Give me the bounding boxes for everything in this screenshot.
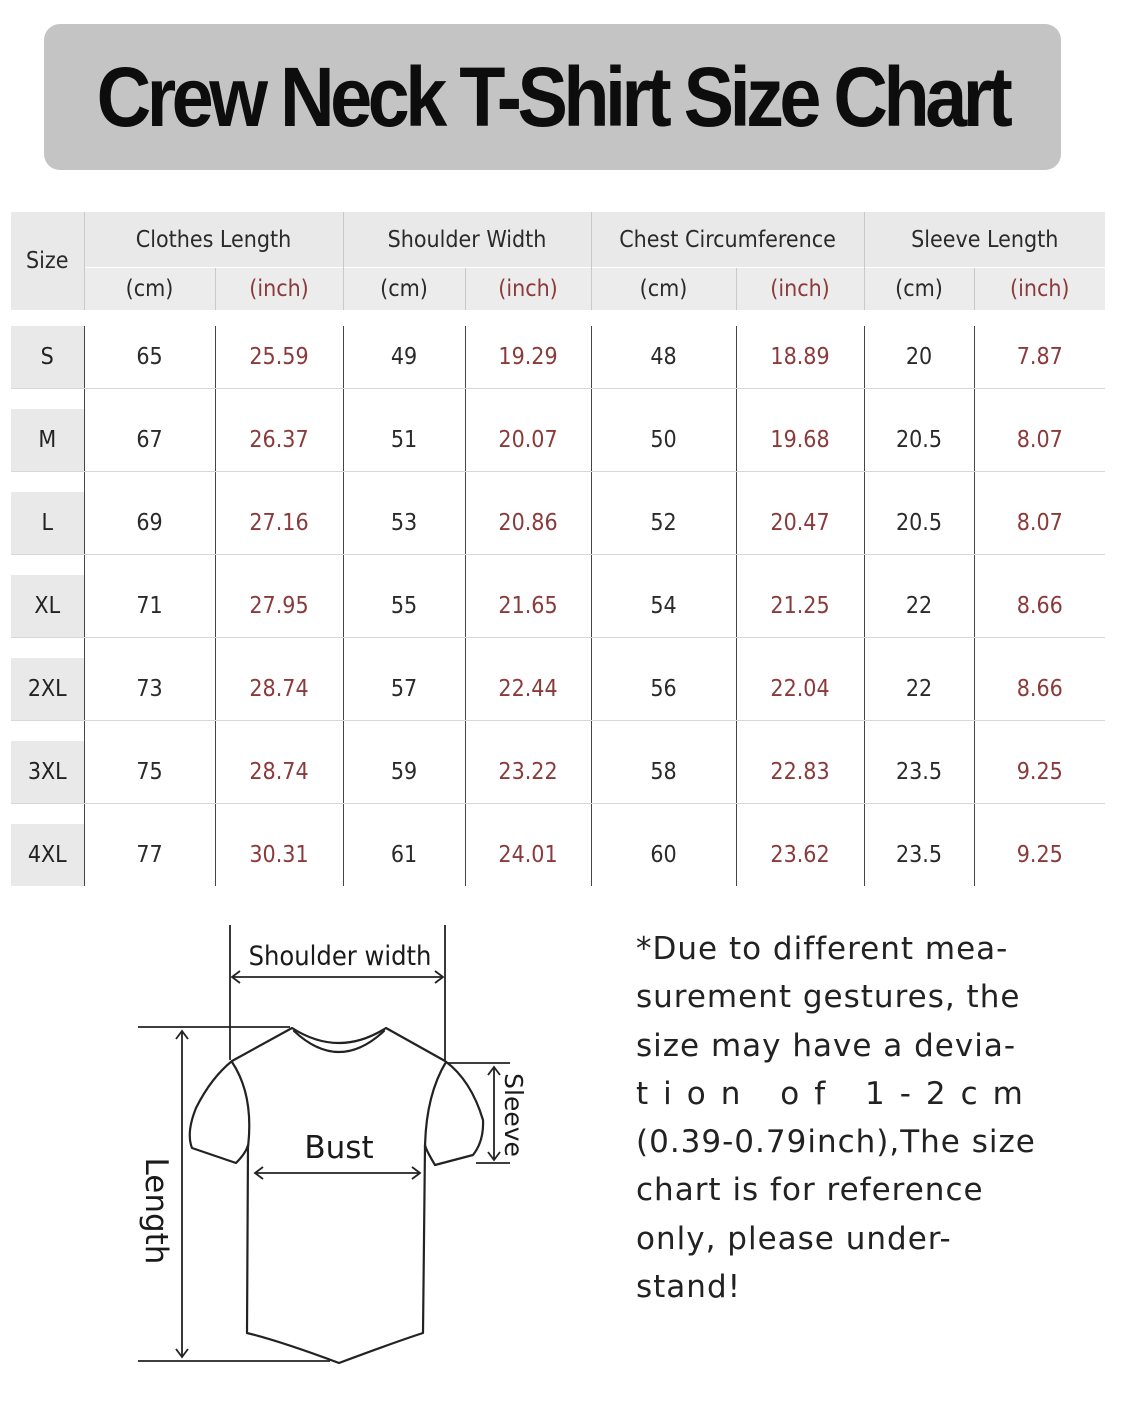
row-spacer xyxy=(11,638,1105,659)
spacer-cell xyxy=(215,638,343,659)
spacer-cell xyxy=(215,804,343,825)
spacer-cell xyxy=(864,638,974,659)
inch-value-cell: 19.68 xyxy=(736,409,864,472)
tshirt-outline xyxy=(190,1028,483,1363)
length-label: Length xyxy=(138,1157,174,1265)
inch-value-cell: 26.37 xyxy=(215,409,343,472)
cm-value-cell: 56 xyxy=(591,658,736,721)
table-row xyxy=(11,741,1105,804)
size-cell: M xyxy=(11,409,84,472)
spacer-cell xyxy=(736,804,864,825)
cm-value-cell: 22 xyxy=(864,575,974,638)
row-spacer xyxy=(11,555,1105,576)
cm-value-cell: 54 xyxy=(591,575,736,638)
spacer-cell xyxy=(864,555,974,576)
spacer-cell xyxy=(736,721,864,742)
tshirt-collar xyxy=(294,1031,384,1052)
unit-header-row xyxy=(11,268,1105,311)
cm-value-cell: 53 xyxy=(343,492,465,555)
cm-value-cell: 65 xyxy=(84,326,215,389)
spacer-cell xyxy=(736,555,864,576)
cm-value-cell: 77 xyxy=(84,824,215,886)
spacer-cell xyxy=(84,721,215,742)
inch-value-cell: 20.47 xyxy=(736,492,864,555)
title-banner xyxy=(44,24,1061,170)
inch-value-cell: 22.83 xyxy=(736,741,864,804)
size-cell: S xyxy=(11,326,84,389)
inch-value-cell: 28.74 xyxy=(215,741,343,804)
cm-value-cell: 52 xyxy=(591,492,736,555)
unit-inch: (inch) xyxy=(215,268,343,311)
spacer-cell xyxy=(974,472,1105,493)
table-row xyxy=(11,658,1105,721)
inch-value-cell: 23.62 xyxy=(736,824,864,886)
unit-inch: (inch) xyxy=(736,268,864,311)
size-cell: L xyxy=(11,492,84,555)
spacer-cell xyxy=(84,555,215,576)
cm-value-cell: 20.5 xyxy=(864,492,974,555)
page-title: Crew Neck T-Shirt Size Chart xyxy=(96,49,1009,144)
spacer-cell xyxy=(974,721,1105,742)
sleeve-label: Sleeve xyxy=(499,1073,528,1157)
spacer-cell xyxy=(84,638,215,659)
spacer-cell xyxy=(11,721,84,742)
row-spacer xyxy=(11,721,1105,742)
spacer-cell xyxy=(343,389,465,410)
inch-value-cell: 27.16 xyxy=(215,492,343,555)
inch-value-cell: 25.59 xyxy=(215,326,343,389)
inch-value-cell: 7.87 xyxy=(974,326,1105,389)
inch-value-cell: 23.22 xyxy=(465,741,591,804)
inch-value-cell: 27.95 xyxy=(215,575,343,638)
cm-value-cell: 23.5 xyxy=(864,741,974,804)
unit-cm: (cm) xyxy=(84,268,215,311)
size-cell: 2XL xyxy=(11,658,84,721)
spacer-cell xyxy=(591,638,736,659)
cm-value-cell: 58 xyxy=(591,741,736,804)
inch-value-cell: 21.65 xyxy=(465,575,591,638)
inch-value-cell: 21.25 xyxy=(736,575,864,638)
cm-value-cell: 57 xyxy=(343,658,465,721)
cm-value-cell: 59 xyxy=(343,741,465,804)
header-spacer xyxy=(11,310,1105,326)
spacer-cell xyxy=(864,804,974,825)
inch-value-cell: 9.25 xyxy=(974,741,1105,804)
cm-value-cell: 22 xyxy=(864,658,974,721)
table-header-row xyxy=(11,212,1105,268)
spacer-cell xyxy=(11,472,84,493)
spacer-cell xyxy=(343,638,465,659)
note-line: (0.39-0.79inch),The size xyxy=(636,1124,1036,1161)
unit-inch: (inch) xyxy=(465,268,591,311)
size-cell: XL xyxy=(11,575,84,638)
row-spacer xyxy=(11,472,1105,493)
cm-value-cell: 20.5 xyxy=(864,409,974,472)
inch-value-cell: 19.29 xyxy=(465,326,591,389)
spacer-cell xyxy=(736,389,864,410)
note-line: *Due to different mea- xyxy=(636,931,1009,967)
cm-value-cell: 61 xyxy=(343,824,465,886)
spacer-cell xyxy=(11,310,1105,326)
cm-value-cell: 20 xyxy=(864,326,974,389)
bust-label: Bust xyxy=(304,1130,374,1166)
spacer-cell xyxy=(465,472,591,493)
group-header-chest-circumference: Chest Circumference xyxy=(591,212,864,268)
unit-inch: (inch) xyxy=(974,268,1105,311)
size-cell: 3XL xyxy=(11,741,84,804)
table-body xyxy=(11,310,1105,886)
spacer-cell xyxy=(84,804,215,825)
tshirt-diagram xyxy=(130,915,530,1385)
spacer-cell xyxy=(591,472,736,493)
table-row xyxy=(11,492,1105,555)
row-spacer xyxy=(11,804,1105,825)
inch-value-cell: 8.66 xyxy=(974,575,1105,638)
table-row xyxy=(11,409,1105,472)
spacer-cell xyxy=(11,638,84,659)
cm-value-cell: 51 xyxy=(343,409,465,472)
inch-value-cell: 30.31 xyxy=(215,824,343,886)
tshirt-measurement-svg xyxy=(130,915,530,1385)
cm-value-cell: 67 xyxy=(84,409,215,472)
spacer-cell xyxy=(974,389,1105,410)
spacer-cell xyxy=(465,721,591,742)
spacer-cell xyxy=(974,555,1105,576)
spacer-cell xyxy=(591,389,736,410)
spacer-cell xyxy=(84,389,215,410)
unit-cm: (cm) xyxy=(343,268,465,311)
inch-value-cell: 9.25 xyxy=(974,824,1105,886)
cm-value-cell: 49 xyxy=(343,326,465,389)
spacer-cell xyxy=(343,721,465,742)
spacer-cell xyxy=(864,721,974,742)
spacer-cell xyxy=(864,389,974,410)
cm-value-cell: 75 xyxy=(84,741,215,804)
inch-value-cell: 20.07 xyxy=(465,409,591,472)
spacer-cell xyxy=(343,472,465,493)
cm-value-cell: 48 xyxy=(591,326,736,389)
group-header-shoulder-width: Shoulder Width xyxy=(343,212,591,268)
right-armhole xyxy=(425,1062,446,1147)
table-row xyxy=(11,824,1105,886)
inch-value-cell: 18.89 xyxy=(736,326,864,389)
unit-cm: (cm) xyxy=(591,268,736,311)
row-spacer xyxy=(11,389,1105,410)
note-line: tion of 1-2cm xyxy=(636,1075,1038,1112)
table-row xyxy=(11,575,1105,638)
left-armhole xyxy=(232,1062,249,1147)
unit-cm: (cm) xyxy=(864,268,974,311)
spacer-cell xyxy=(736,638,864,659)
spacer-cell xyxy=(465,638,591,659)
spacer-cell xyxy=(465,555,591,576)
spacer-cell xyxy=(215,472,343,493)
spacer-cell xyxy=(465,389,591,410)
spacer-cell xyxy=(974,804,1105,825)
inch-value-cell: 22.04 xyxy=(736,658,864,721)
spacer-cell xyxy=(591,721,736,742)
spacer-cell xyxy=(215,389,343,410)
cm-value-cell: 50 xyxy=(591,409,736,472)
inch-value-cell: 22.44 xyxy=(465,658,591,721)
shoulder-width-label: Shoulder width xyxy=(248,941,432,972)
measurement-note xyxy=(636,925,1038,1311)
note-line: only, please under- xyxy=(636,1220,952,1257)
spacer-cell xyxy=(215,721,343,742)
inch-value-cell: 24.01 xyxy=(465,824,591,886)
note-line: chart is for reference xyxy=(636,1172,984,1209)
spacer-cell xyxy=(591,804,736,825)
table-row xyxy=(11,326,1105,389)
note-line: size may have a devia- xyxy=(636,1027,1017,1064)
cm-value-cell: 69 xyxy=(84,492,215,555)
inch-value-cell: 28.74 xyxy=(215,658,343,721)
spacer-cell xyxy=(343,555,465,576)
cm-value-cell: 23.5 xyxy=(864,824,974,886)
spacer-cell xyxy=(343,804,465,825)
size-column-header: Size xyxy=(11,212,84,310)
note-line: stand! xyxy=(636,1269,742,1306)
size-table xyxy=(11,212,1105,886)
spacer-cell xyxy=(84,472,215,493)
cm-value-cell: 60 xyxy=(591,824,736,886)
note-line: surement gestures, the xyxy=(636,979,1021,1016)
spacer-cell xyxy=(974,638,1105,659)
spacer-cell xyxy=(11,804,84,825)
size-cell: 4XL xyxy=(11,824,84,886)
spacer-cell xyxy=(736,472,864,493)
inch-value-cell: 20.86 xyxy=(465,492,591,555)
spacer-cell xyxy=(11,555,84,576)
spacer-cell xyxy=(215,555,343,576)
spacer-cell xyxy=(465,804,591,825)
group-header-clothes-length: Clothes Length xyxy=(84,212,343,268)
spacer-cell xyxy=(864,472,974,493)
inch-value-cell: 8.07 xyxy=(974,409,1105,472)
group-header-sleeve-length: Sleeve Length xyxy=(864,212,1105,268)
cm-value-cell: 73 xyxy=(84,658,215,721)
inch-value-cell: 8.66 xyxy=(974,658,1105,721)
spacer-cell xyxy=(591,555,736,576)
inch-value-cell: 8.07 xyxy=(974,492,1105,555)
cm-value-cell: 55 xyxy=(343,575,465,638)
spacer-cell xyxy=(11,389,84,410)
cm-value-cell: 71 xyxy=(84,575,215,638)
